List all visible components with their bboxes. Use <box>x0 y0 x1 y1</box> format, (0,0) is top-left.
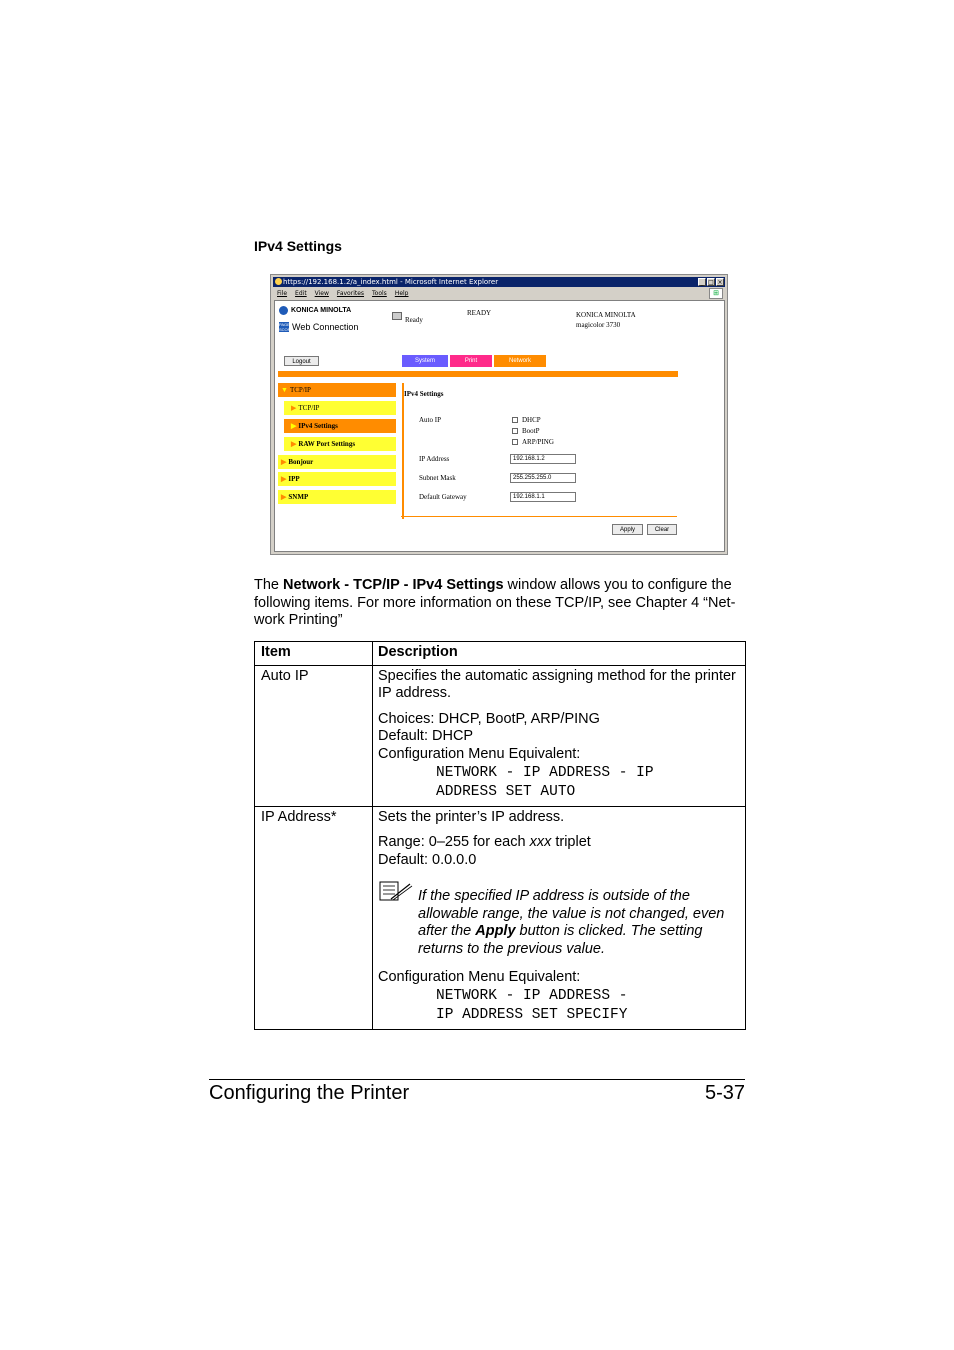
globe-icon <box>279 306 288 315</box>
close-icon[interactable]: × <box>717 279 723 286</box>
status-text: READY <box>467 309 492 317</box>
sidebar-item-ipv4-settings[interactable]: ▶ IPv4 Settings <box>284 419 396 433</box>
web-content <box>274 300 725 552</box>
menu-tools[interactable]: Tools <box>372 290 387 297</box>
subnet-mask-label: Subnet Mask <box>419 474 456 482</box>
pagescope-icon: PAGE SCOPE <box>279 322 294 332</box>
printer-status-label: Ready <box>405 316 423 324</box>
tab-system[interactable]: System <box>402 355 448 367</box>
page-title: IPv4 Settings <box>404 390 444 398</box>
dhcp-checkbox[interactable]: DHCP <box>512 416 541 424</box>
clear-button[interactable]: Clear <box>647 524 677 535</box>
minimize-icon[interactable]: _ <box>698 278 706 286</box>
tab-network[interactable]: Network <box>494 355 546 367</box>
window-title: https://192.168.1.2/a_index.html - Microsoft Internet Explorer <box>283 278 499 286</box>
ip-address-label: IP Address <box>419 455 450 463</box>
sidebar <box>278 383 404 519</box>
tab-print[interactable]: Print <box>450 355 492 367</box>
settings-table: Item Description Auto IP Specifies the automatic assigning method for the printer IP address. Choices: DHCP, BootP, ARP/PING Default: DHCP Configuration Menu Equivalent: NETWORK - IP ADDRESS - IP ADDRESS SET AUTO IP Address* Sets the printer’s IP address. Range: 0–255 for each xxx triplet Default: 0.0.0.0 If the specified IP address is outside of the allowable range, the value is not changed, even after the Apply button is clicked. The setting returns to the previous value. Configuration Menu Equivalent: NETWORK - IP ADDRESS - IP ADDRESS SET SPECIFY <box>254 641 746 1030</box>
logout-button[interactable]: Logout <box>284 356 319 366</box>
intro-bold: Network - TCP/IP - IPv4 Settings <box>283 577 504 593</box>
sidebar-item-tcpip-sub[interactable]: ▶ TCP/IP <box>284 401 396 415</box>
menu-file[interactable]: File <box>277 290 288 297</box>
menu-edit[interactable]: Edit <box>295 290 307 297</box>
menu-help[interactable]: Help <box>394 290 409 297</box>
maximize-icon[interactable]: □ <box>708 279 714 286</box>
footer-title: Configuring the Printer <box>209 1082 410 1104</box>
menu-view[interactable]: View <box>314 290 329 297</box>
web-connection-logo: PAGE SCOPE Web Connection <box>279 322 359 332</box>
page-number: 5-37 <box>704 1082 745 1104</box>
main-tabs <box>402 355 546 367</box>
ip-address-input[interactable]: 192.168.1.2 <box>510 454 576 464</box>
arp-ping-checkbox[interactable]: ARP/PING <box>512 438 554 446</box>
default-gateway-label: Default Gateway <box>419 493 467 501</box>
windows-logo-icon: ⊞ <box>709 288 723 299</box>
bootp-checkbox[interactable]: BootP <box>512 427 540 435</box>
header-description: Description <box>378 644 458 660</box>
auto-ip-label: Auto IP <box>419 416 441 424</box>
note-icon <box>379 880 413 902</box>
menu-favorites[interactable]: Favorites <box>336 290 365 297</box>
header-item: Item <box>261 644 291 660</box>
footer-rule <box>209 1079 745 1080</box>
window-titlebar <box>273 277 725 287</box>
note-text: If the specified IP address is outside of the allowable range, the value is not changed, even after the Apply button is clicked. The setting returns to the previous value. <box>418 888 725 957</box>
sidebar-item-tcpip[interactable]: ▼ TCP/IP <box>278 383 396 397</box>
ie-icon <box>275 278 282 285</box>
row2-item: IP Address* <box>261 809 337 825</box>
browser-screenshot <box>270 274 728 555</box>
intro-paragraph: The Network - TCP/IP - IPv4 Settings window allows you to configure the following items. For more information on these TCP/IP, see Chapter 4 “Net- work Printing” <box>254 577 736 628</box>
sidebar-item-snmp[interactable]: ▶ SNMP <box>278 490 396 504</box>
sidebar-item-ipp[interactable]: ▶ IPP <box>278 472 396 486</box>
row1-item: Auto IP <box>261 668 309 684</box>
sidebar-item-bonjour[interactable]: ▶ Bonjour <box>278 455 396 469</box>
default-gateway-input[interactable]: 192.168.1.1 <box>510 492 576 502</box>
subnet-mask-input[interactable]: 255.255.255.0 <box>510 473 576 483</box>
model-info: KONICA MINOLTA magicolor 3730 <box>576 311 636 329</box>
section-heading: IPv4 Settings <box>254 238 342 254</box>
apply-button[interactable]: Apply <box>612 524 643 535</box>
sidebar-item-raw-port[interactable]: ▶ RAW Port Settings <box>284 437 396 451</box>
form-divider <box>401 516 677 517</box>
printer-icon <box>392 312 402 320</box>
konica-minolta-logo: KONICA MINOLTA <box>279 306 351 315</box>
menubar <box>273 288 725 299</box>
header-divider <box>278 371 678 377</box>
